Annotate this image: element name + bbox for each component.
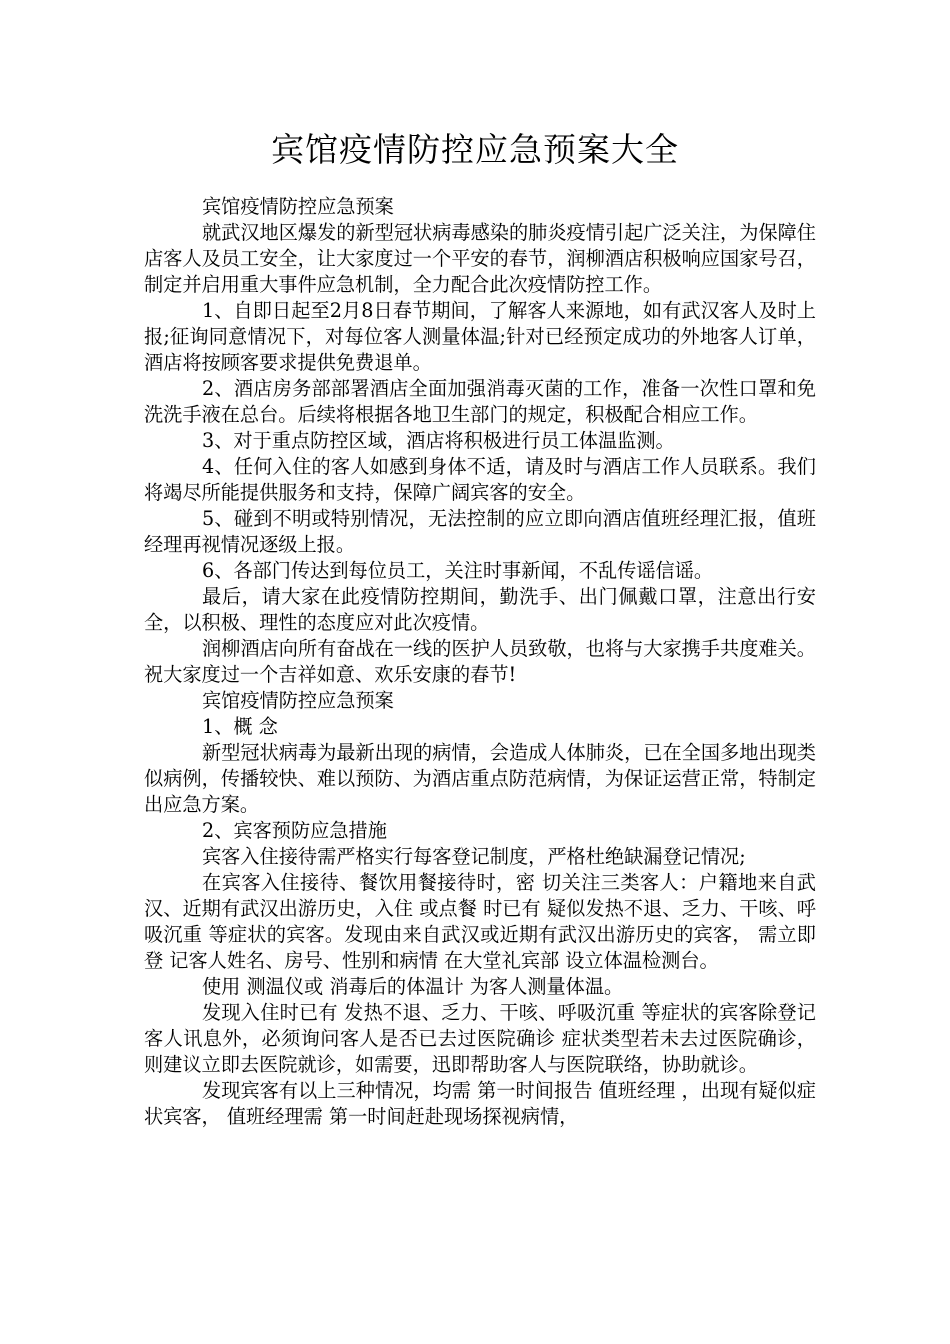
paragraph: 使用 测温仪或 消毒后的体温计 为客人测量体温。 [202, 975, 624, 998]
paragraph: 5、碰到不明或特别情况，无法控制的应立即向酒店值班经理汇报，值班经理再视情况逐级上报。 [144, 507, 816, 556]
paragraph: 宾馆疫情防控应急预案 [202, 195, 394, 218]
section-heading: 2、宾客预防应急措施 [202, 819, 387, 842]
paragraph: 1、自即日起至2月8日春节期间，了解客人来源地，如有武汉客人及时上报;征询同意情况下，对每位客人测量体温;针对已经预定成功的外地客人订单， 酒店将按顾客要求提供免费退单。 [144, 299, 816, 374]
paragraph: 4、任何入住的客人如感到身体不适，请及时与酒店工作人员联系。我们将竭尽所能提供服务和支持，保障广阔宾客的安全。 [144, 455, 816, 504]
paragraph: 3、对于重点防控区域，酒店将积极进行员工体温监测。 [202, 429, 675, 452]
document-body [144, 194, 816, 1130]
paragraph: 发现宾客有以上三种情况，均需 第一时间报告 值班经理 ，出现有疑似症状宾客， 值班经理需 第一时间赶赴现场探视病情， [144, 1079, 816, 1128]
paragraph: 发现入住时已有 发热不退、乏力、干咳、呼吸沉重 等症状的宾客除登记客人讯息外，必须询问客人是否已去过医院确诊 症状类型若未去过医院确诊，则建议立即去医院就诊，如需要，迅即帮助客人与医院联络，协助就诊。 [144, 1001, 816, 1076]
page-title: 宾馆疫情防控应急预案大全 [271, 130, 679, 169]
paragraph: 2、酒店房务部部署酒店全面加强消毒灭菌的工作，准备一次性口罩和免洗洗手液在总台。后续将根据各地卫生部门的规定，积极配合相应工作。 [144, 377, 816, 426]
paragraph: 新型冠状病毒为最新出现的病情，会造成人体肺炎，已在全国多地出现类似病例，传播较快、难以预防、为酒店重点防范病情，为保证运营正常，特制定出应急方案。 [144, 741, 816, 816]
paragraph: 最后，请大家在此疫情防控期间，勤洗手、出门佩戴口罩，注意出行安全，以积极、理性的态度应对此次疫情。 [144, 585, 816, 634]
paragraph: 宾客入住接待需严格实行每客登记制度，严格杜绝缺漏登记情况; [202, 845, 746, 868]
paragraph: 6、各部门传达到每位员工，关注时事新闻，不乱传谣信谣。 [202, 559, 714, 582]
paragraph: 在宾客入住接待、餐饮用餐接待时，密 切关注三类客人：户籍地来自武汉、近期有武汉出游历史，入住 或点餐 时已有 疑似发热不退、乏力、干咳、呼吸沉重 等症状的宾客。发现由来自武汉或近期有武汉出游历史的宾客， 需立即登 记客人姓名、房号、性别和病情 在大堂礼宾部 设立体温检测台。 [144, 871, 816, 972]
section-heading: 1、概 念 [202, 715, 278, 738]
paragraph: 润柳酒店向所有奋战在一线的医护人员致敬，也将与大家携手共度难关。祝大家度过一个吉祥如意、欢乐安康的春节! [144, 637, 816, 686]
paragraph: 就武汉地区爆发的新型冠状病毒感染的肺炎疫情引起广泛关注，为保障住店客人及员工安全，让大家度过一个平安的春节，润柳酒店积极响应国家号召，制定并启用重大事件应急机制，全力配合此次疫情防控工作。 [144, 221, 816, 296]
section-heading: 宾馆疫情防控应急预案 [202, 689, 394, 712]
